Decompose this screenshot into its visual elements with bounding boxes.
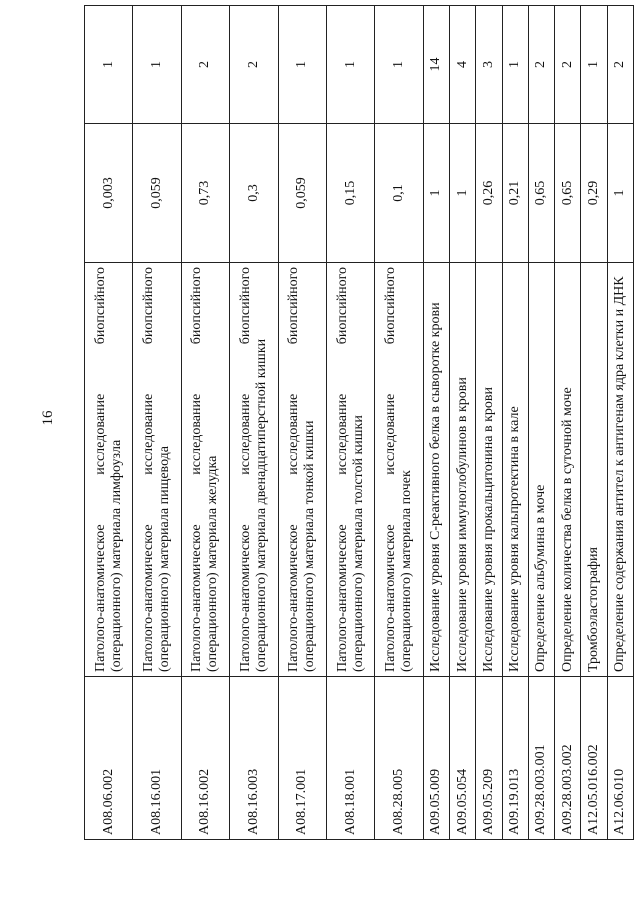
service-name-cell: Патолого-анатомическое исследование биопсийного (операционного) материала тонкой кишки [278,263,326,677]
services-table-body [85,6,634,840]
quantity-cell: 3 [476,6,502,124]
service-name-cell: Патолого-анатомическое исследование биопсийного (операционного) материала желудка [181,263,229,677]
frequency-cell: 0,65 [555,124,581,263]
service-name-cell: Патолого-анатомическое исследование биопсийного (операционного) материала двенадцатиперстной кишки [230,263,278,677]
service-code-cell: A09.05.009 [423,677,449,840]
service-name-cell: Определение количества белка в суточной моче [555,263,581,677]
frequency-cell: 0,65 [528,124,554,263]
quantity-cell: 4 [450,6,476,124]
service-name-cell: Патолого-анатомическое исследование биопсийного (операционного) материала пищевода [133,263,181,677]
frequency-cell: 0,15 [326,124,374,263]
service-name-cell: Исследование уровня иммуноглобулинов в крови [450,263,476,677]
service-code-cell: A08.16.003 [230,677,278,840]
quantity-cell: 1 [85,6,133,124]
table-row [502,6,528,840]
table-row [375,6,423,840]
service-code-cell: A09.19.013 [502,677,528,840]
service-code-cell: A08.06.002 [85,677,133,840]
service-name-cell: Патолого-анатомическое исследование биопсийного (операционного) материала лимфоузла [85,263,133,677]
frequency-cell: 0,3 [230,124,278,263]
page-number: 16 [40,410,56,426]
frequency-cell: 1 [450,124,476,263]
table-row [181,6,229,840]
service-code-cell: A08.18.001 [326,677,374,840]
service-code-cell: A09.05.209 [476,677,502,840]
table-row [230,6,278,840]
service-name-cell: Исследование уровня прокальцитонина в крови [476,263,502,677]
quantity-cell: 1 [502,6,528,124]
service-name-cell: Исследование уровня кальпротектина в кале [502,263,528,677]
table-row [528,6,554,840]
quantity-cell: 2 [230,6,278,124]
service-code-cell: A09.05.054 [450,677,476,840]
service-code-cell: A08.16.001 [133,677,181,840]
table-row [555,6,581,840]
quantity-cell: 2 [181,6,229,124]
service-name-cell: Тромбоэластография [581,263,607,677]
quantity-cell: 2 [607,6,633,124]
quantity-cell: 1 [133,6,181,124]
frequency-cell: 0,21 [502,124,528,263]
table-row [326,6,374,840]
table-row [476,6,502,840]
service-code-cell: A09.28.003.001 [528,677,554,840]
quantity-cell: 1 [375,6,423,124]
quantity-cell: 1 [278,6,326,124]
frequency-cell: 1 [607,124,633,263]
frequency-cell: 0,059 [278,124,326,263]
services-table-wrapper [84,42,634,840]
table-row [607,6,633,840]
quantity-cell: 2 [528,6,554,124]
service-code-cell: A08.16.002 [181,677,229,840]
quantity-cell: 1 [581,6,607,124]
service-code-cell: A08.28.005 [375,677,423,840]
quantity-cell: 14 [423,6,449,124]
table-row [85,6,133,840]
table-row [133,6,181,840]
frequency-cell: 0,29 [581,124,607,263]
frequency-cell: 0,26 [476,124,502,263]
quantity-cell: 2 [555,6,581,124]
frequency-cell: 0,059 [133,124,181,263]
service-code-cell: A09.28.003.002 [555,677,581,840]
service-name-cell: Патолого-анатомическое исследование биопсийного (операционного) материала почек [375,263,423,677]
frequency-cell: 0,1 [375,124,423,263]
service-name-cell: Патолого-анатомическое исследование биопсийного (операционного) материала толстой кишки [326,263,374,677]
quantity-cell: 1 [326,6,374,124]
table-row [278,6,326,840]
table-row [423,6,449,840]
services-table [84,5,634,840]
frequency-cell: 1 [423,124,449,263]
service-code-cell: A08.17.001 [278,677,326,840]
frequency-cell: 0,003 [85,124,133,263]
table-row [581,6,607,840]
service-code-cell: A12.05.016.002 [581,677,607,840]
service-name-cell: Определение содержания антител к антигенам ядра клетки и ДНК [607,263,633,677]
service-name-cell: Исследование уровня С-реактивного белка в сыворотке крови [423,263,449,677]
service-code-cell: A12.06.010 [607,677,633,840]
service-name-cell: Определение альбумина в моче [528,263,554,677]
table-row [450,6,476,840]
frequency-cell: 0,73 [181,124,229,263]
